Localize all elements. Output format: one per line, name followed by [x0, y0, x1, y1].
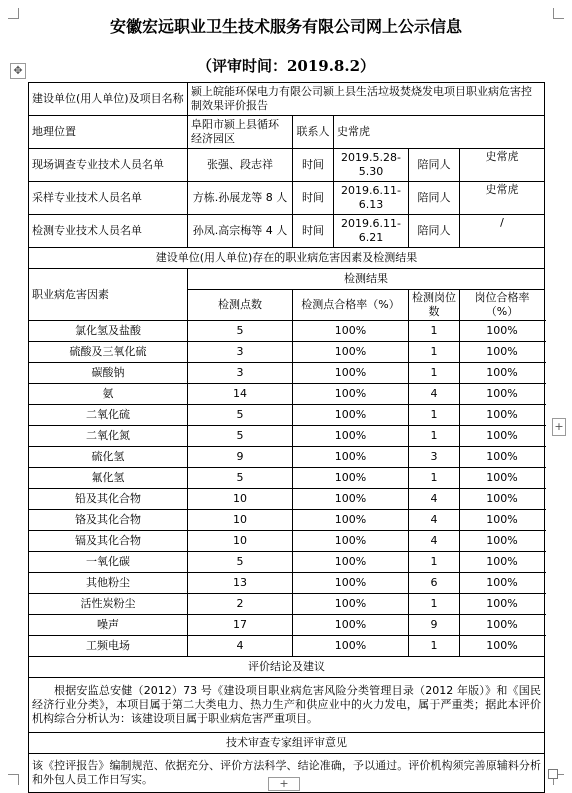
- table-row: [29, 321, 545, 342]
- point-rate-cell: 100%: [293, 531, 409, 552]
- posts-cell: 1: [409, 636, 460, 657]
- point-rate-cell: 100%: [293, 342, 409, 363]
- survey-value: 张强、段志祥: [188, 149, 293, 182]
- sampling-escort-value: 史常虎: [460, 182, 545, 215]
- factor-header: 职业病危害因素: [29, 269, 188, 321]
- table-resize-handle-icon[interactable]: [548, 769, 558, 779]
- column-header: 检测点数: [188, 290, 293, 321]
- table-row: [29, 363, 545, 384]
- testing-escort-label: 陪同人: [409, 215, 460, 248]
- survey-escort-label: 陪同人: [409, 149, 460, 182]
- point-rate-cell: 100%: [293, 615, 409, 636]
- posts-cell: 1: [409, 468, 460, 489]
- post-rate-cell: 100%: [460, 510, 545, 531]
- point-rate-cell: 100%: [293, 426, 409, 447]
- location-label: 地理位置: [29, 116, 188, 149]
- factor-cell: 一氧化碳: [29, 552, 188, 573]
- posts-cell: 6: [409, 573, 460, 594]
- survey-label: 现场调查专业技术人员名单: [29, 149, 188, 182]
- posts-cell: 4: [409, 384, 460, 405]
- factor-cell: 工频电场: [29, 636, 188, 657]
- post-rate-cell: 100%: [460, 405, 545, 426]
- point-rate-cell: 100%: [293, 573, 409, 594]
- post-rate-cell: 100%: [460, 552, 545, 573]
- post-rate-cell: 100%: [460, 363, 545, 384]
- points-cell: 5: [188, 552, 293, 573]
- points-cell: 13: [188, 573, 293, 594]
- points-cell: 10: [188, 510, 293, 531]
- point-rate-cell: 100%: [293, 489, 409, 510]
- points-cell: 3: [188, 363, 293, 384]
- add-row-icon[interactable]: +: [268, 777, 300, 791]
- post-rate-cell: 100%: [460, 426, 545, 447]
- add-column-icon[interactable]: +: [552, 418, 566, 436]
- table-row: [29, 447, 545, 468]
- table-row: [29, 426, 545, 447]
- point-rate-cell: 100%: [293, 552, 409, 573]
- posts-cell: 4: [409, 489, 460, 510]
- points-cell: 14: [188, 384, 293, 405]
- table-row: [29, 384, 545, 405]
- table-row: [29, 489, 545, 510]
- points-cell: 17: [188, 615, 293, 636]
- table-row: [29, 468, 545, 489]
- testing-label: 检测专业技术人员名单: [29, 215, 188, 248]
- factor-cell: 碳酸钠: [29, 363, 188, 384]
- conclusion-title: 评价结论及建议: [29, 657, 545, 678]
- factor-cell: 氟化氢: [29, 468, 188, 489]
- testing-time-value: 2019.6.11-6.21: [334, 215, 409, 248]
- factor-cell: 氨: [29, 384, 188, 405]
- posts-cell: 1: [409, 342, 460, 363]
- factor-cell: 硫化氢: [29, 447, 188, 468]
- sampling-value: 方栋.孙展龙等 8 人: [188, 182, 293, 215]
- disclosure-table: [28, 82, 545, 793]
- survey-escort-value: 史常虎: [460, 149, 545, 182]
- post-rate-cell: 100%: [460, 384, 545, 405]
- point-rate-cell: 100%: [293, 363, 409, 384]
- factor-cell: 活性炭粉尘: [29, 594, 188, 615]
- review-time: （评审时间：2019.8.2）: [196, 57, 376, 75]
- location-value: 阜阳市颍上县循环经济园区: [188, 116, 293, 149]
- factor-cell: 镉及其化合物: [29, 531, 188, 552]
- posts-cell: 1: [409, 552, 460, 573]
- testing-escort-value: /: [460, 215, 545, 248]
- sampling-time-value: 2019.6.11-6.13: [334, 182, 409, 215]
- results-section-title: 建设单位(用人单位)存在的职业病危害因素及检测结果: [29, 248, 545, 269]
- post-rate-cell: 100%: [460, 531, 545, 552]
- sampling-label: 采样专业技术人员名单: [29, 182, 188, 215]
- posts-cell: 4: [409, 510, 460, 531]
- posts-cell: 1: [409, 594, 460, 615]
- table-row: [29, 615, 545, 636]
- column-header: 检测点合格率（%）: [293, 290, 409, 321]
- points-cell: 2: [188, 594, 293, 615]
- testing-value: 孙凤.高宗梅等 4 人: [188, 215, 293, 248]
- points-cell: 5: [188, 405, 293, 426]
- point-rate-cell: 100%: [293, 636, 409, 657]
- factor-cell: 噪声: [29, 615, 188, 636]
- factor-cell: 氯化氢及盐酸: [29, 321, 188, 342]
- points-cell: 5: [188, 468, 293, 489]
- sampling-time-label: 时间: [293, 182, 334, 215]
- table-row: [29, 405, 545, 426]
- contact-value: 史常虎: [334, 116, 545, 149]
- posts-cell: 1: [409, 321, 460, 342]
- factor-cell: 二氧化硫: [29, 405, 188, 426]
- table-row: [29, 510, 545, 531]
- table-row: [29, 594, 545, 615]
- contact-label: 联系人: [293, 116, 334, 149]
- sampling-escort-label: 陪同人: [409, 182, 460, 215]
- point-rate-cell: 100%: [293, 447, 409, 468]
- post-rate-cell: 100%: [460, 342, 545, 363]
- testing-time-label: 时间: [293, 215, 334, 248]
- table-move-handle-icon[interactable]: ✥: [10, 63, 26, 79]
- post-rate-cell: 100%: [460, 594, 545, 615]
- factor-cell: 二氧化氮: [29, 426, 188, 447]
- factor-cell: 其他粉尘: [29, 573, 188, 594]
- posts-cell: 1: [409, 405, 460, 426]
- point-rate-cell: 100%: [293, 405, 409, 426]
- posts-cell: 1: [409, 363, 460, 384]
- point-rate-cell: 100%: [293, 384, 409, 405]
- point-rate-cell: 100%: [293, 510, 409, 531]
- post-rate-cell: 100%: [460, 636, 545, 657]
- point-rate-cell: 100%: [293, 594, 409, 615]
- page-title: 安徽宏远职业卫生技术服务有限公司网上公示信息: [109, 17, 462, 36]
- table-row: [29, 552, 545, 573]
- unit-value: 颍上皖能环保电力有限公司颍上县生活垃圾焚烧发电项目职业病危害控制效果评价报告: [188, 83, 545, 116]
- points-cell: 9: [188, 447, 293, 468]
- factor-cell: 硫酸及三氧化硫: [29, 342, 188, 363]
- table-row: [29, 342, 545, 363]
- posts-cell: 4: [409, 531, 460, 552]
- points-cell: 10: [188, 489, 293, 510]
- post-rate-cell: 100%: [460, 615, 545, 636]
- survey-time-value: 2019.5.28-5.30: [334, 149, 409, 182]
- post-rate-cell: 100%: [460, 447, 545, 468]
- table-row: [29, 636, 545, 657]
- points-cell: 10: [188, 531, 293, 552]
- points-cell: 5: [188, 426, 293, 447]
- posts-cell: 3: [409, 447, 460, 468]
- post-rate-cell: 100%: [460, 489, 545, 510]
- survey-time-label: 时间: [293, 149, 334, 182]
- column-header: 岗位合格率（%）: [460, 290, 545, 321]
- column-header: 检测岗位数: [409, 290, 460, 321]
- posts-cell: 9: [409, 615, 460, 636]
- post-rate-cell: 100%: [460, 468, 545, 489]
- factor-cell: 铬及其化合物: [29, 510, 188, 531]
- unit-label: 建设单位(用人单位)及项目名称: [29, 83, 188, 116]
- points-cell: 5: [188, 321, 293, 342]
- post-rate-cell: 100%: [460, 321, 545, 342]
- point-rate-cell: 100%: [293, 468, 409, 489]
- posts-cell: 1: [409, 426, 460, 447]
- expert-text: 该《控评报告》编制规范、依据充分、评价方法科学、结论准确，予以通过。评价机构须完善原辅料分析和外包人员工作日写实。: [29, 754, 545, 793]
- factor-cell: 铅及其化合物: [29, 489, 188, 510]
- post-rate-cell: 100%: [460, 573, 545, 594]
- points-cell: 4: [188, 636, 293, 657]
- expert-title: 技术审查专家组评审意见: [29, 733, 545, 754]
- conclusion-text: 根据安监总安健（2012）73 号《建设项目职业病危害风险分类管理目录（2012 年版）》和《国民经济行业分类》，本项目属于第二大类电力、热力生产和供应业中的火力发电，属于严重类；据此本评价机构综合分析认为：该建设项目属于职业病危害严重项目。: [29, 678, 545, 733]
- point-rate-cell: 100%: [293, 321, 409, 342]
- table-row: [29, 573, 545, 594]
- page-corner-mark: [8, 774, 19, 785]
- table-row: [29, 531, 545, 552]
- points-cell: 3: [188, 342, 293, 363]
- results-group-header: 检测结果: [188, 269, 545, 290]
